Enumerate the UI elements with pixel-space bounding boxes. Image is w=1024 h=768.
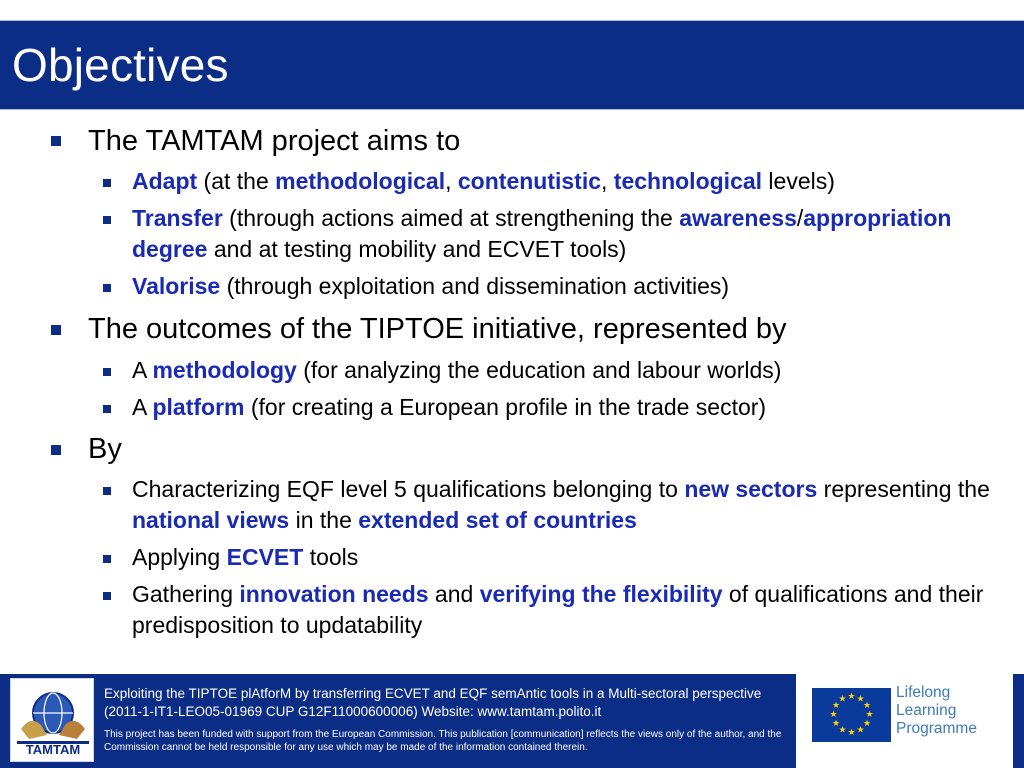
bullet-adapt: Adapt (at the methodological, contenutistic, technological levels) bbox=[132, 168, 835, 194]
keyword-methodological: methodological bbox=[275, 168, 446, 194]
keyword-innovation-needs: innovation needs bbox=[239, 581, 429, 607]
svg-text:★: ★ bbox=[829, 710, 838, 720]
bullet-square-icon bbox=[51, 325, 61, 335]
keyword-technological: technological bbox=[613, 168, 763, 194]
keyword-valorise: Valorise bbox=[132, 273, 221, 299]
keyword-awareness: awareness bbox=[679, 205, 797, 231]
bullet-transfer: Transfer (through actions aimed at strengthening the awareness/appropriation degree and at testing mobility and ECVET tools) bbox=[132, 205, 952, 262]
keyword-methodology: methodology bbox=[152, 357, 297, 383]
lifelong-learning-programme-label: Lifelong Learning Programme bbox=[896, 684, 977, 737]
footer-right-strip bbox=[1013, 674, 1024, 768]
tamtam-logo bbox=[10, 678, 94, 762]
svg-text:★: ★ bbox=[856, 694, 865, 705]
svg-text:★: ★ bbox=[838, 694, 847, 705]
svg-text:★: ★ bbox=[856, 725, 865, 736]
keyword-ecvet: ECVET bbox=[226, 544, 304, 570]
keyword-appropriation-degree: appropriation degree bbox=[132, 205, 952, 262]
slide-title: Objectives bbox=[12, 39, 229, 91]
sub-bullet-square-icon bbox=[103, 555, 111, 563]
keyword-contenutistic: contenutistic bbox=[457, 168, 602, 194]
sub-bullet-square-icon bbox=[103, 216, 111, 224]
bullet-characterizing: Characterizing EQF level 5 qualifications belonging to new sectors representing the national views in the extended set of countries bbox=[132, 476, 990, 533]
keyword-new-sectors: new sectors bbox=[684, 476, 818, 502]
svg-text:★: ★ bbox=[847, 728, 856, 738]
eu-flag-icon bbox=[812, 688, 891, 742]
sub-bullet-square-icon bbox=[103, 487, 111, 495]
sub-bullet-square-icon bbox=[103, 405, 111, 413]
svg-text:★: ★ bbox=[847, 692, 856, 702]
bullet-outcomes: The outcomes of the TIPTOE initiative, represented by bbox=[88, 313, 787, 345]
svg-text:★: ★ bbox=[831, 701, 841, 711]
keyword-extended-set-of-countries: extended set of countries bbox=[358, 507, 637, 533]
svg-text:★: ★ bbox=[865, 710, 874, 720]
keyword-platform: platform bbox=[152, 394, 245, 420]
svg-text:★: ★ bbox=[862, 719, 872, 729]
sub-bullet-square-icon bbox=[103, 592, 111, 600]
bullet-square-icon bbox=[51, 136, 61, 146]
bullet-by: By bbox=[88, 433, 122, 465]
sub-bullet-square-icon bbox=[103, 284, 111, 292]
svg-text:★: ★ bbox=[831, 719, 841, 729]
sub-bullet-square-icon bbox=[103, 179, 111, 187]
bullet-gathering: Gathering innovation needs and verifying the flexibility of qualifications and their predisposition to updatability bbox=[132, 581, 984, 638]
bullet-methodology: A methodology (for analyzing the education and labour worlds) bbox=[132, 357, 782, 383]
title-bar bbox=[0, 20, 1024, 110]
keyword-adapt: Adapt bbox=[132, 168, 198, 194]
footer-disclaimer: This project has been funded with support from the European Commission. This publication [communication] reflects the views only of the author, and the Commission cannot be held responsible for any use which may be made of the information contained therein. bbox=[104, 729, 782, 753]
bullet-platform: A platform (for creating a European profile in the trade sector) bbox=[132, 394, 767, 420]
logo-label: TAMTAM bbox=[25, 742, 81, 757]
bullet-valorise: Valorise (through exploitation and dissemination activities) bbox=[132, 273, 730, 299]
keyword-transfer: Transfer bbox=[132, 205, 223, 231]
bullet-square-icon bbox=[51, 445, 61, 455]
bullet-tamtam-aims: The TAMTAM project aims to bbox=[88, 125, 461, 157]
keyword-verifying-the-flexibility: verifying the flexibility bbox=[479, 581, 723, 607]
footer-project-description: Exploiting the TIPTOE plAtforM by transferring ECVET and EQF semAntic tools in a Multi-sectoral perspective (2011-1-IT1-LEO05-01969 CUP G12F11000600006) Website: www.tamtam.polito.it bbox=[104, 686, 762, 719]
svg-text:★: ★ bbox=[862, 701, 872, 711]
footer bbox=[0, 674, 1024, 768]
keyword-national-views: national views bbox=[132, 507, 290, 533]
sub-bullet-square-icon bbox=[103, 368, 111, 376]
bullet-applying: Applying ECVET tools bbox=[132, 544, 359, 570]
footer-info-panel bbox=[0, 674, 796, 768]
svg-text:★: ★ bbox=[838, 725, 847, 736]
